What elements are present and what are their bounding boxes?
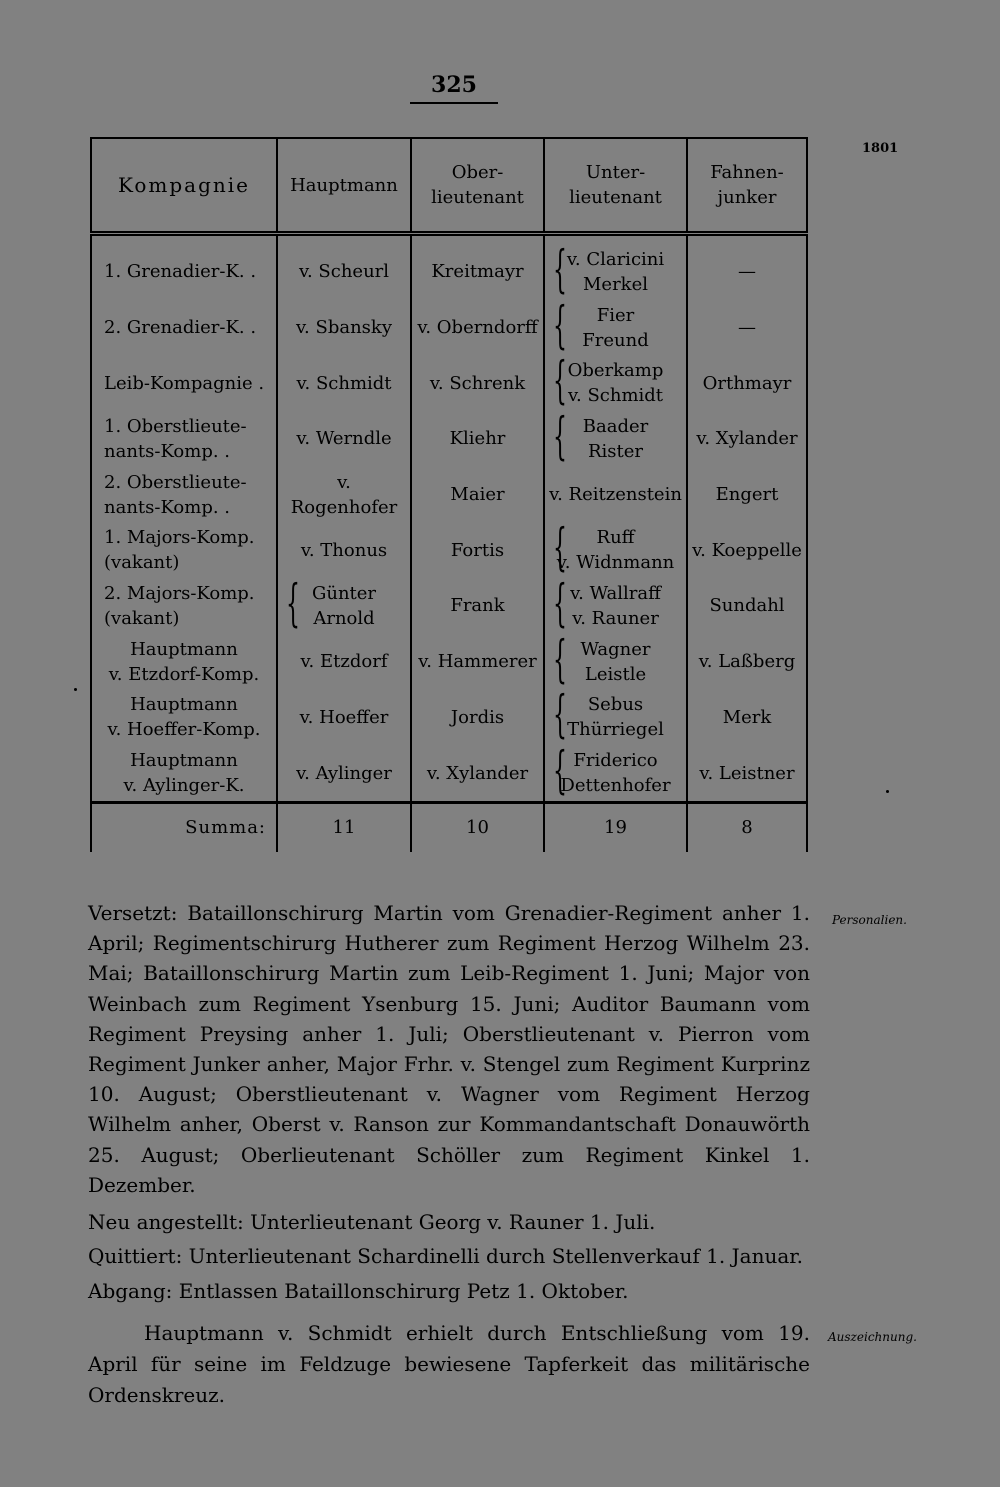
cell-kompagnie: 1. Majors-Komp. (vakant) xyxy=(91,522,277,578)
cell-unterlieutenant: { Baader Rister xyxy=(544,411,687,467)
margin-note-auszeichnung: Auszeichnung. xyxy=(828,1330,917,1344)
header-oberlieutenant: Ober- lieutenant xyxy=(411,138,544,234)
cell-kompagnie: 2. Grenadier-K. . xyxy=(91,300,277,356)
cell-fahnenjunker: Merk xyxy=(687,690,807,746)
cell-fahnenjunker: v. Xylander xyxy=(687,411,807,467)
header-fahnenjunker: Fahnen- junker xyxy=(687,138,807,234)
brace-icon: { xyxy=(553,631,567,690)
table-row xyxy=(91,355,807,411)
summa-oberlieutenant: 10 xyxy=(411,802,544,852)
cell-fahnenjunker: v. Koeppelle xyxy=(687,522,807,578)
cell-kompagnie: 2. Majors-Komp. (vakant) xyxy=(91,578,277,634)
table-row xyxy=(91,690,807,746)
cell-unterlieutenant: { Wagner Leistle xyxy=(544,634,687,690)
cell-hauptmann: v. Rogenhofer xyxy=(277,467,411,523)
brace-icon: { xyxy=(553,353,567,411)
cell-fahnenjunker: Engert xyxy=(687,467,807,523)
paragraph-quittiert: Quittiert: Unterlieutenant Schardinelli durch Stellenverkauf 1. Januar. xyxy=(88,1244,803,1268)
cell-unterlieutenant: { Ruff v. Widnmann xyxy=(544,522,687,578)
cell-oberlieutenant: Kreitmayr xyxy=(411,244,544,300)
summa-hauptmann: 11 xyxy=(277,802,411,852)
cell-hauptmann: v. Werndle xyxy=(277,411,411,467)
brace-icon: { xyxy=(553,241,567,300)
brace-icon: { xyxy=(286,576,300,634)
cell-kompagnie: Leib-Kompagnie . xyxy=(91,355,277,411)
year-marginal: 1801 xyxy=(862,141,899,156)
paragraph-hauptmann-auszeichnung: Hauptmann v. Schmidt erhielt durch Entschließung vom 19. April für seine im Feldzuge bewiesene Tapferkeit das militärische Ordenskreuz. xyxy=(88,1321,810,1407)
cell-hauptmann: { Günter Arnold xyxy=(277,578,411,634)
table-row xyxy=(91,300,807,356)
cell-oberlieutenant: v. Oberndorff xyxy=(411,300,544,356)
table-row xyxy=(91,634,807,690)
header-hauptmann: Hauptmann xyxy=(277,138,411,234)
table-row xyxy=(91,467,807,523)
table-row xyxy=(91,522,807,578)
cell-fahnenjunker: — xyxy=(687,300,807,356)
cell-unterlieutenant: { Sebus Thürriegel xyxy=(544,690,687,746)
cell-kompagnie: 1. Oberstlieute- nants-Komp. . xyxy=(91,411,277,467)
cell-fahnenjunker: v. Leistner xyxy=(687,745,807,802)
cell-fahnenjunker: Orthmayr xyxy=(687,355,807,411)
cell-oberlieutenant: v. Xylander xyxy=(411,745,544,802)
cell-hauptmann: v. Thonus xyxy=(277,522,411,578)
cell-oberlieutenant: Fortis xyxy=(411,522,544,578)
header-kompagnie: Kompagnie xyxy=(91,138,277,234)
cell-unterlieutenant: { Fier Freund xyxy=(544,300,687,356)
cell-hauptmann: v. Sbansky xyxy=(277,300,411,356)
cell-hauptmann: v. Etzdorf xyxy=(277,634,411,690)
cell-kompagnie: Hauptmann v. Aylinger-K. xyxy=(91,745,277,802)
cell-hauptmann: v. Schmidt xyxy=(277,355,411,411)
brace-icon: { xyxy=(553,743,567,801)
cell-oberlieutenant: v. Schrenk xyxy=(411,355,544,411)
summa-fahnenjunker: 8 xyxy=(687,802,807,852)
cell-oberlieutenant: Maier xyxy=(411,467,544,523)
summa-row xyxy=(91,802,807,852)
cell-fahnenjunker: — xyxy=(687,244,807,300)
brace-icon: { xyxy=(553,687,567,745)
cell-unterlieutenant: { Friderico Dettenhofer xyxy=(544,745,687,802)
stray-dot xyxy=(886,790,889,793)
table-row xyxy=(91,745,807,802)
cell-hauptmann: v. Scheurl xyxy=(277,244,411,300)
table-header-row xyxy=(91,138,807,234)
cell-fahnenjunker: v. Laßberg xyxy=(687,634,807,690)
brace-icon: { xyxy=(553,409,567,467)
summa-unterlieutenant: 19 xyxy=(544,802,687,852)
paragraph-neu-angestellt: Neu angestellt: Unterlieutenant Georg v. Rauner 1. Juli. xyxy=(88,1210,656,1234)
table-row xyxy=(91,578,807,634)
cell-hauptmann: v. Aylinger xyxy=(277,745,411,802)
cell-kompagnie: Hauptmann v. Hoeffer-Komp. xyxy=(91,690,277,746)
cell-fahnenjunker: Sundahl xyxy=(687,578,807,634)
paragraph-versetzt: Versetzt: Bataillonschirurg Martin vom Grenadier-Regiment anher 1. April; Regimentschirurg Hutherer zum Regiment Herzog Wilhelm 23. Mai; Bataillonschirurg Martin zum Leib-Regiment 1. Juni; Major von Weinbach zum Regiment Ysenburg 15. Juni; Auditor Baumann vom Regiment Preysing anher 1. Juli; Oberstlieutenant v. Pierron vom Regiment Junker anher, Major Frhr. v. Stengel zum Regiment Kurprinz 10. August; Oberstlieutenant v. Wagner vom Regiment Herzog Wilhelm anher, Oberst v. Ranson zur Kommandantschaft Donauwörth 25. August; Oberlieutenant Schöller zum Regiment Kinkel 1. Dezember. xyxy=(88,901,810,1197)
cell-kompagnie: 1. Grenadier-K. . xyxy=(91,244,277,300)
brace-icon: { xyxy=(553,576,567,634)
paragraph-abgang: Abgang: Entlassen Bataillonschirurg Petz 1. Oktober. xyxy=(88,1279,629,1303)
brace-icon: { xyxy=(553,297,567,356)
margin-note-personalien: Personalien. xyxy=(832,913,907,927)
cell-oberlieutenant: v. Hammerer xyxy=(411,634,544,690)
table-row xyxy=(91,411,807,467)
cell-kompagnie: Hauptmann v. Etzdorf-Komp. xyxy=(91,634,277,690)
company-roster-table xyxy=(90,137,808,852)
cell-oberlieutenant: Kliehr xyxy=(411,411,544,467)
table-row xyxy=(91,244,807,300)
cell-unterlieutenant: { v. Wallraff v. Rauner xyxy=(544,578,687,634)
header-unterlieutenant: Unter- lieutenant xyxy=(544,138,687,234)
cell-unterlieutenant: v. Reitzenstein xyxy=(544,467,687,523)
cell-oberlieutenant: Jordis xyxy=(411,690,544,746)
cell-unterlieutenant: { v. Claricini Merkel xyxy=(544,244,687,300)
cell-kompagnie: 2. Oberstlieute- nants-Komp. . xyxy=(91,467,277,523)
cell-hauptmann: v. Hoeffer xyxy=(277,690,411,746)
cell-oberlieutenant: Frank xyxy=(411,578,544,634)
brace-icon: { xyxy=(553,520,567,578)
cell-unterlieutenant: { Oberkamp v. Schmidt xyxy=(544,355,687,411)
summa-label: Summa: xyxy=(91,802,277,852)
stray-dot xyxy=(74,688,77,691)
page-number: 325 xyxy=(410,72,498,104)
